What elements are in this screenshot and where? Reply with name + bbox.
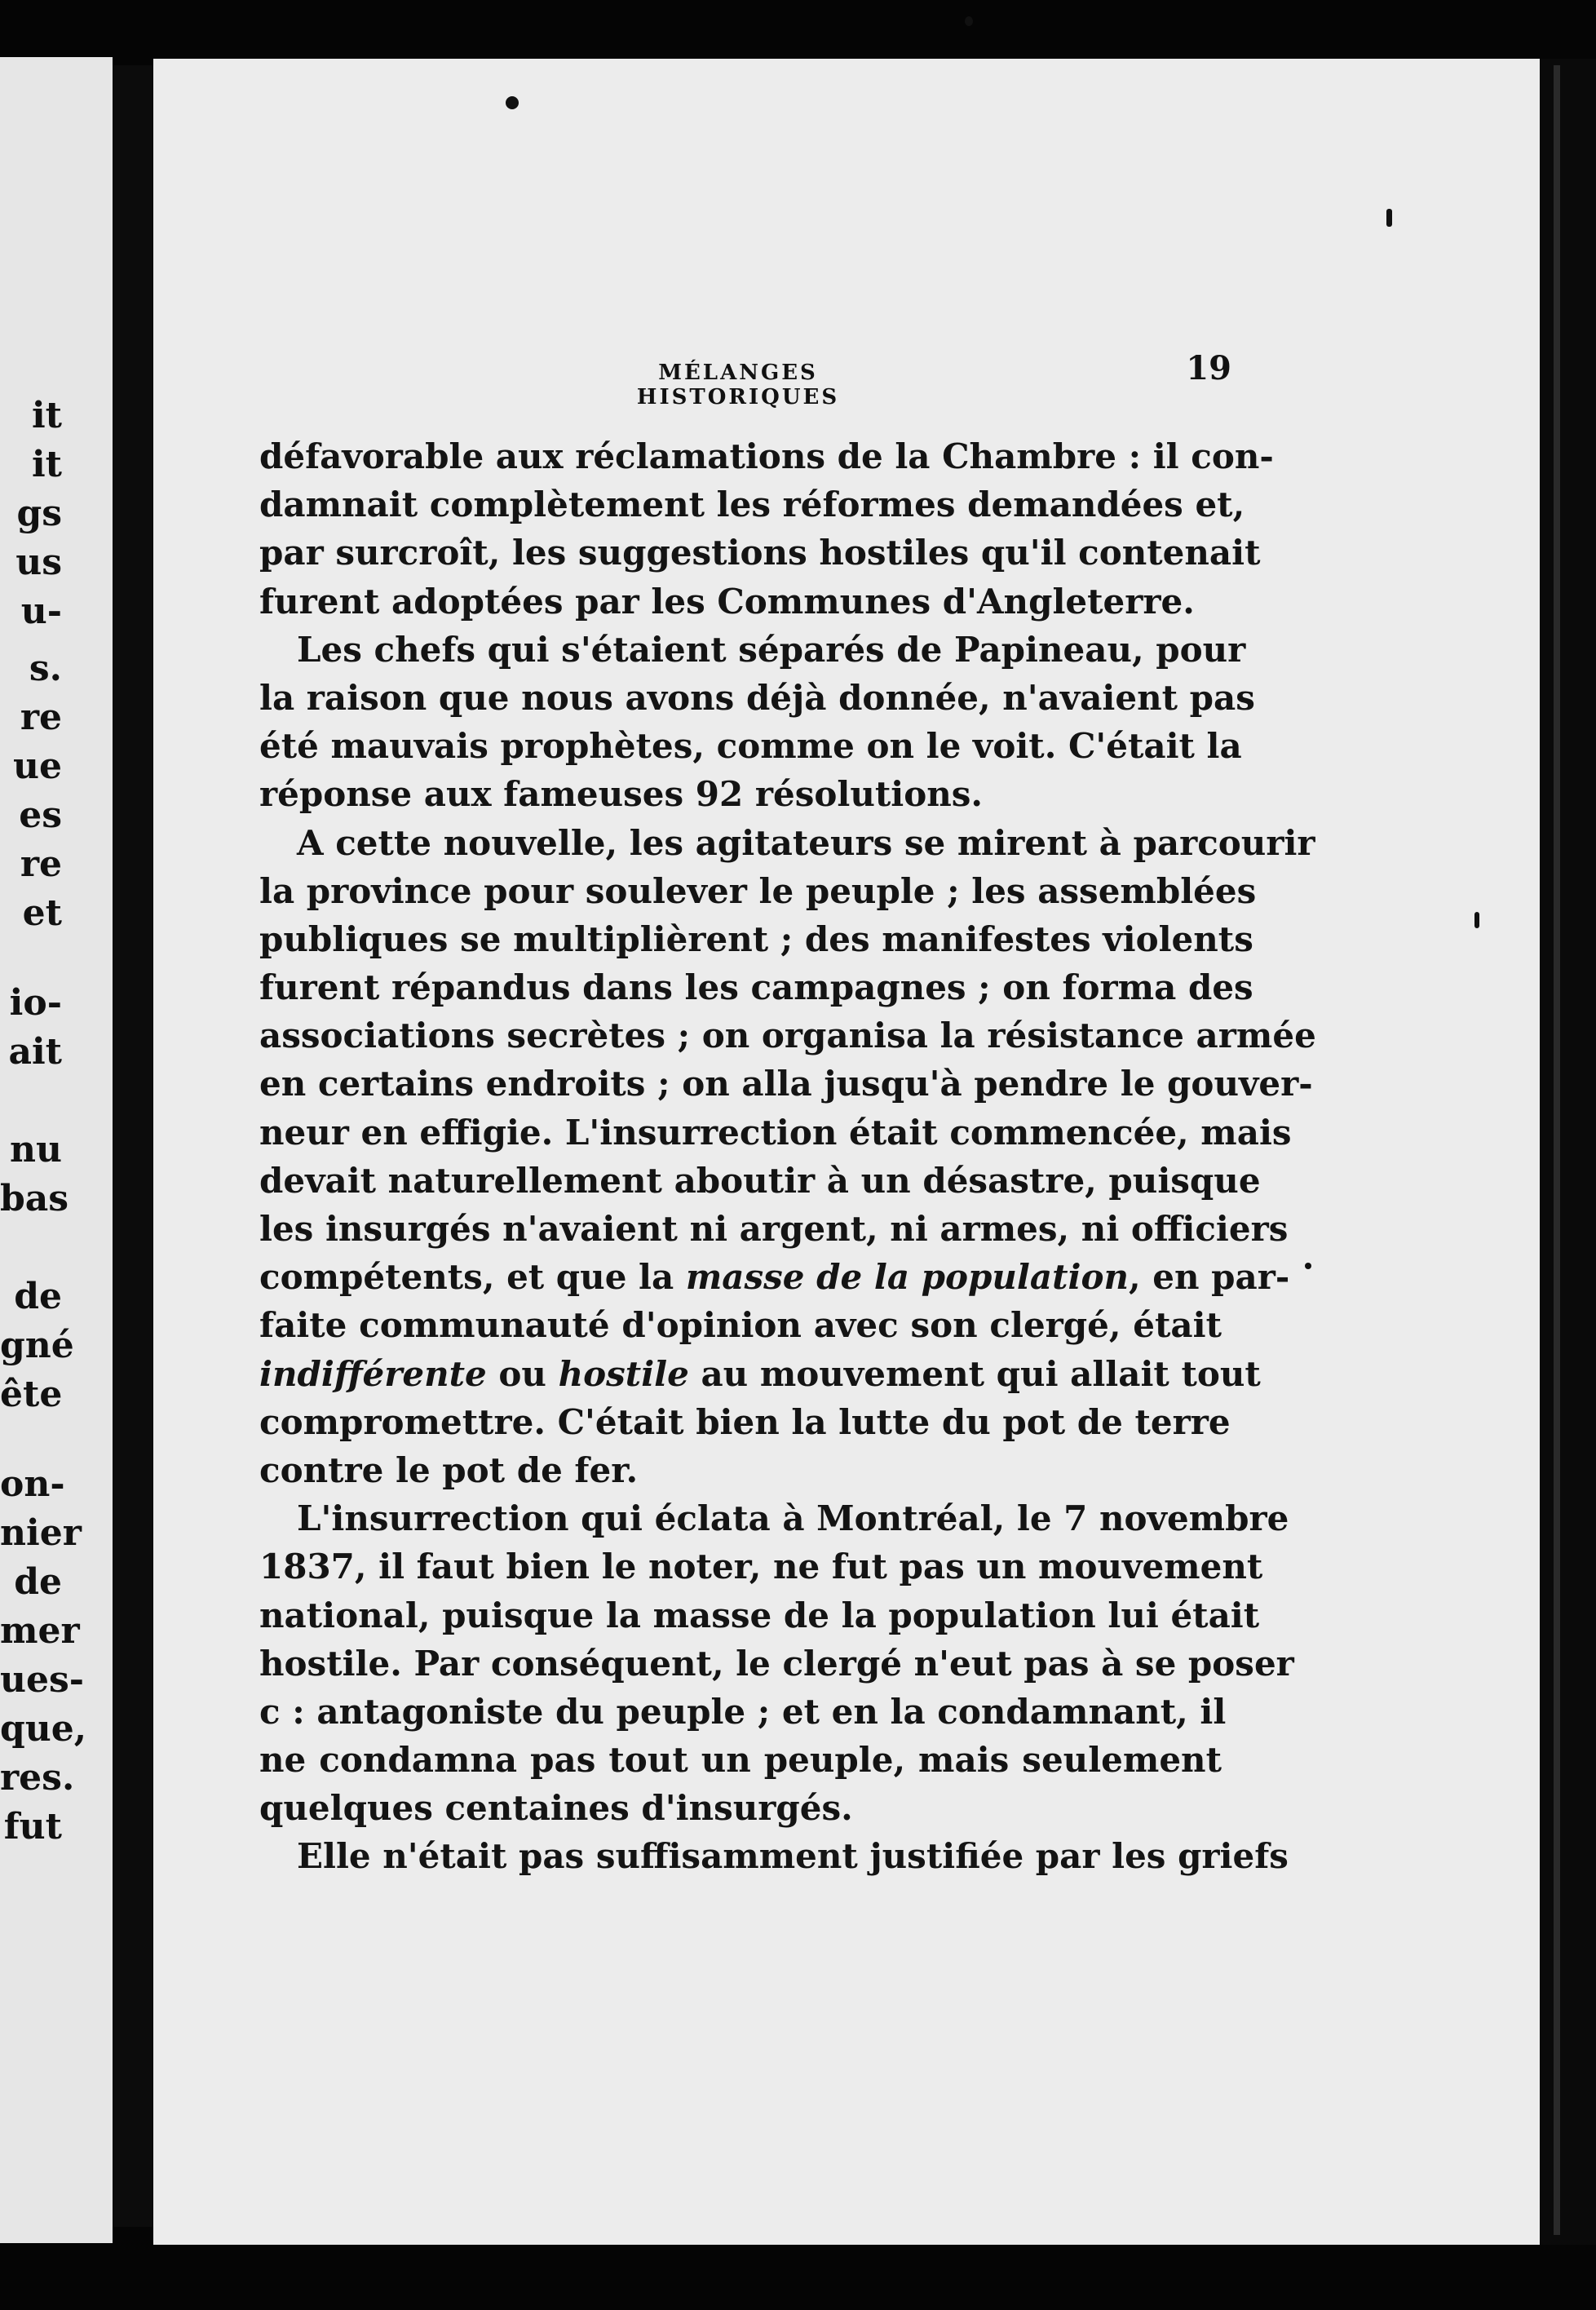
running-title: MÉLANGES HISTORIQUES	[636, 361, 840, 409]
left-page-fragment: mer	[0, 1610, 80, 1652]
text-run: , en par-	[1129, 1257, 1290, 1298]
text-line: furent répandus dans les campagnes ; on forma des	[259, 967, 1253, 1008]
left-page-fragment: que,	[0, 1708, 87, 1750]
ink-speck	[1474, 912, 1479, 928]
text-line: ne condamna pas tout un peuple, mais seulement	[259, 1740, 1222, 1781]
page-edge-shadow	[1540, 59, 1596, 2245]
text-line: hostile. Par conséquent, le clergé n'eut pas à se poser	[259, 1643, 1294, 1684]
text-line: furent adoptées par les Communes d'Angleterre.	[259, 581, 1195, 622]
text-line: associations secrètes ; on organisa la résistance armée	[259, 1016, 1316, 1056]
text-line: par surcroît, les suggestions hostiles qu'il contenait	[259, 533, 1261, 573]
left-page-fragment: re	[20, 697, 62, 738]
left-page-fragment: ête	[0, 1374, 63, 1415]
italic-text: masse de la population	[685, 1257, 1130, 1298]
ink-speck	[1305, 1263, 1311, 1269]
previous-page-edge	[0, 57, 113, 2243]
text-line: contre le pot de fer.	[259, 1449, 639, 1490]
left-page-fragment: re	[20, 843, 62, 885]
text-run: compétents, et que la	[259, 1257, 686, 1298]
text-line: c : antagoniste du peuple ; et en la condamnant, il	[259, 1691, 1227, 1732]
italic-text: hostile	[558, 1353, 689, 1394]
text-line: en certains endroits ; on alla jusqu'à pendre le gouver-	[259, 1064, 1313, 1104]
text-line	[259, 1253, 1290, 1301]
text-line: L'insurrection qui éclata à Montréal, le 7 novembre	[297, 1498, 1289, 1539]
text-line: compromettre. C'était bien la lutte du pot de terre	[259, 1401, 1231, 1442]
left-page-fragment: on-	[0, 1463, 65, 1505]
text-line: 1837, il faut bien le noter, ne fut pas un mouvement	[259, 1547, 1263, 1587]
ink-speck	[965, 16, 973, 26]
ink-speck	[1386, 209, 1392, 227]
left-page-fragment: nu	[10, 1129, 62, 1170]
left-page-fragment: bas	[0, 1178, 69, 1219]
left-page-fragment: gs	[16, 493, 62, 534]
left-page-fragment: es	[19, 794, 62, 836]
text-line: quelques centaines d'insurgés.	[259, 1788, 853, 1829]
text-line: Les chefs qui s'étaient séparés de Papineau, pour	[297, 629, 1246, 670]
text-line: réponse aux fameuses 92 résolutions.	[259, 774, 984, 815]
left-page-fragment: s.	[29, 648, 62, 689]
left-page-fragment: it	[31, 395, 62, 436]
text-line: les insurgés n'avaient ni argent, ni armes, ni officiers	[259, 1209, 1289, 1249]
text-line	[259, 1350, 1261, 1398]
left-page-fragment: us	[15, 542, 62, 583]
left-page-fragment: ues-	[0, 1659, 85, 1701]
text-line: neur en effigie. L'insurrection était commencée, mais	[259, 1112, 1292, 1153]
text-line: devait naturellement aboutir à un désastre, puisque	[259, 1160, 1261, 1201]
text-line: A cette nouvelle, les agitateurs se mirent à parcourir	[297, 822, 1315, 863]
page-number: 19	[1186, 349, 1231, 387]
text-line: damnait complètement les réformes demandées et,	[259, 485, 1245, 525]
text-line: la province pour soulever le peuple ; les assemblées	[259, 870, 1257, 911]
page-body	[259, 432, 1316, 1881]
text-line: national, puisque la masse de la population lui était	[259, 1595, 1260, 1635]
text-line: faite communauté d'opinion avec son clergé, était	[259, 1305, 1222, 1346]
left-page-fragment: de	[14, 1561, 62, 1603]
left-page-fragment: ait	[8, 1031, 62, 1073]
left-page-fragment: de	[14, 1276, 62, 1317]
text-line: la raison que nous avons déjà donnée, n'avaient pas	[259, 677, 1255, 718]
left-page-fragment: it	[31, 444, 62, 485]
ink-speck	[506, 96, 519, 109]
page-edge-line	[1554, 65, 1560, 2235]
text-line: Elle n'était pas suffisamment justifiée par les griefs	[297, 1836, 1289, 1877]
left-page-fragment: res.	[0, 1757, 75, 1799]
text-line: publiques se multiplièrent ; des manifestes violents	[259, 918, 1253, 959]
left-page-fragment: ue	[13, 746, 62, 787]
text-line: été mauvais prophètes, comme on le voit. C'était la	[259, 726, 1242, 767]
text-run: ou	[486, 1353, 559, 1394]
text-line: défavorable aux réclamations de la Chambre : il con-	[259, 436, 1274, 476]
left-page-fragment: u-	[20, 591, 62, 632]
italic-text: indifférente	[259, 1353, 487, 1394]
left-page-fragment: io-	[9, 982, 62, 1024]
text-run: au mouvement qui allait tout	[688, 1353, 1261, 1394]
left-page-fragment: fut	[3, 1806, 62, 1848]
book-gutter	[113, 65, 153, 2227]
left-page-fragment: et	[22, 892, 62, 934]
left-page-fragment: gné	[0, 1325, 74, 1366]
left-page-fragment: nier	[0, 1512, 82, 1554]
